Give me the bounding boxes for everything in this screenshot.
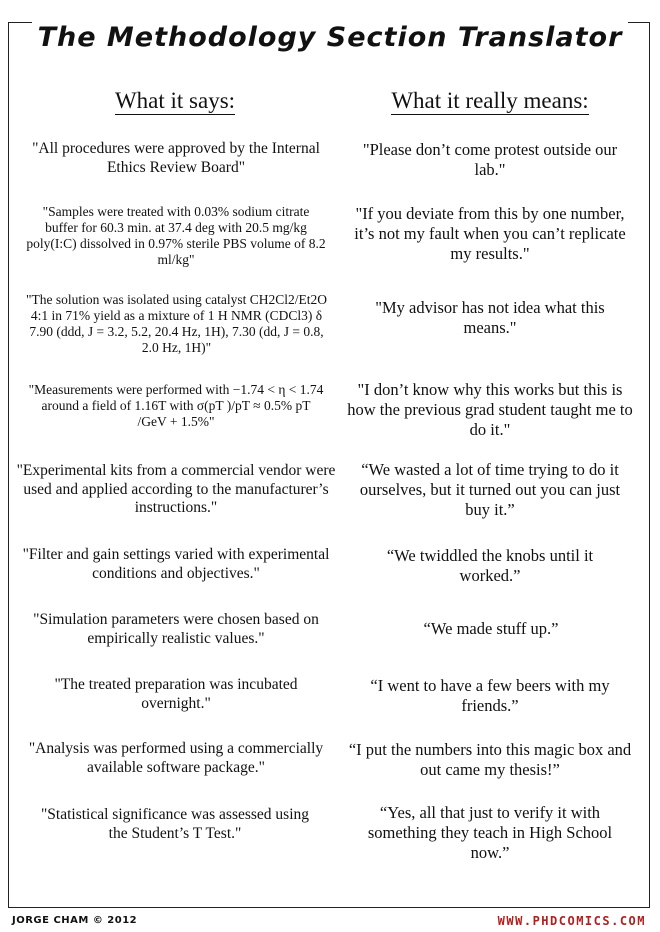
website-link[interactable]: WWW.PHDCOMICS.COM xyxy=(497,914,646,928)
means-text-simulation: “We made stuff up.” xyxy=(423,619,559,638)
author-credit: JORGE CHAM © 2012 xyxy=(12,915,138,926)
says-text-samples: "Samples were treated with 0.03% sodium citrate buffer for 60.3 min. at 37.4 deg with 20.5 mg/kg poly(I:C) dissolved in 0.97% sterile PBS volume of 8.2 ml/kg" xyxy=(26,204,326,267)
means-text-solution: "My advisor has not idea what this means." xyxy=(375,298,605,337)
says-text-incubated: "The treated preparation was incubated overnight." xyxy=(54,676,298,712)
means-text-samples: "If you deviate from this by one number, it’s not my fault when you can’t replicate my results." xyxy=(354,204,626,263)
says-text-kits: "Experimental kits from a commercial vendor were used and applied according to the manufacturer’s instructions." xyxy=(16,462,336,517)
means-text-beers: “I went to have a few beers with my friends.” xyxy=(370,676,610,715)
comic-title: The Methodology Section Translator xyxy=(0,22,660,53)
means-text-high-school: “Yes, all that just to verify it with something they teach in High School now.” xyxy=(367,803,613,862)
heading-what-it-says: What it says: xyxy=(114,88,236,113)
means-text-filter: “We twiddled the knobs until it worked.” xyxy=(386,546,594,585)
means-text-ethics: "Please don’t come protest outside our lab." xyxy=(362,140,618,179)
says-text-filter: "Filter and gain settings varied with experimental conditions and objectives." xyxy=(22,546,330,582)
means-text-kits: “We wasted a lot of time trying to do it ourselves, but it turned out you can just buy it.” xyxy=(359,460,621,519)
says-text-solution: "The solution was isolated using catalyst CH2Cl2/Et2O 4:1 in 71% yield as a mixture of 1 H NMR (CDCl3) δ 7.90 (ddd, J = 3.2, 5.2, 20.4 Hz, 1H), 7.30 (dd, J = 0.8, 2.0 Hz, 1H)" xyxy=(26,292,327,355)
means-text-measurements: "I don’t know why this works but this is how the previous grad student taught me to do it." xyxy=(347,380,633,439)
says-text-measurements: "Measurements were performed with −1.74 < η < 1.74 around a field of 1.16T with σ(pT )/pT ≈ 0.5% pT /GeV + 1.5%" xyxy=(28,382,324,429)
says-text-ethics: "All procedures were approved by the Internal Ethics Review Board" xyxy=(32,140,320,176)
says-text-software: "Analysis was performed using a commercially available software package." xyxy=(28,740,324,776)
says-text-statistics: "Statistical significance was assessed using the Student’s T Test." xyxy=(40,806,310,842)
heading-what-it-really-means: What it really means: xyxy=(391,88,589,113)
says-text-simulation: "Simulation parameters were chosen based on empirically realistic values." xyxy=(33,611,319,647)
means-text-magic-box: “I put the numbers into this magic box and out came my thesis!” xyxy=(348,740,632,779)
